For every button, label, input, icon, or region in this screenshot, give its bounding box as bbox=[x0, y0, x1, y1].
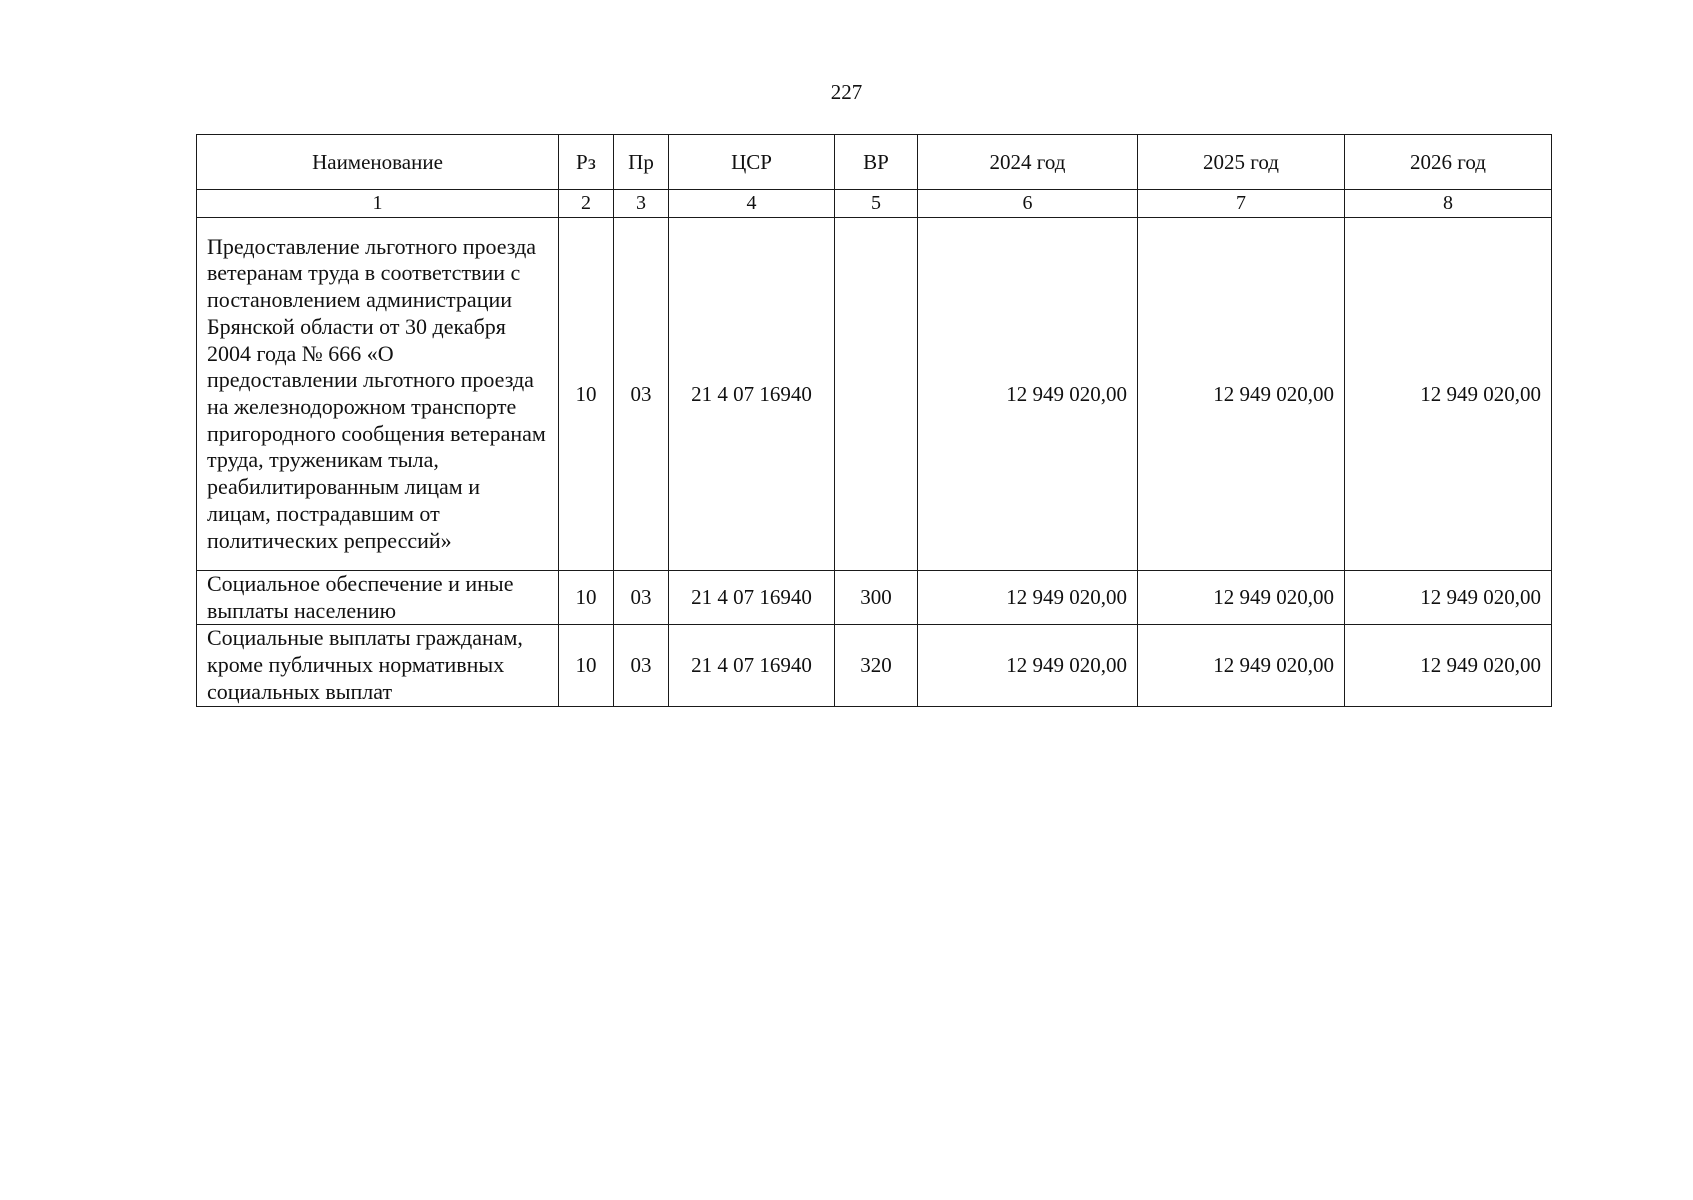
row-amount-2026: 12 949 020,00 bbox=[1345, 625, 1552, 706]
row-amount-2024: 12 949 020,00 bbox=[918, 218, 1138, 571]
header-rz: Рз bbox=[559, 135, 614, 190]
header-vr: ВР bbox=[835, 135, 918, 190]
row-rz: 10 bbox=[559, 218, 614, 571]
row-vr: 300 bbox=[835, 571, 918, 625]
row-amount-2025: 12 949 020,00 bbox=[1138, 625, 1345, 706]
column-number: 8 bbox=[1345, 190, 1552, 218]
row-amount-2026: 12 949 020,00 bbox=[1345, 218, 1552, 571]
row-name: Социальное обеспечение и иные выплаты населению bbox=[197, 571, 559, 625]
column-number: 3 bbox=[614, 190, 669, 218]
row-amount-2024: 12 949 020,00 bbox=[918, 625, 1138, 706]
table-row bbox=[197, 625, 1552, 706]
row-vr: 320 bbox=[835, 625, 918, 706]
column-number: 2 bbox=[559, 190, 614, 218]
header-pr: Пр bbox=[614, 135, 669, 190]
row-csr: 21 4 07 16940 bbox=[669, 571, 835, 625]
column-number-row bbox=[197, 190, 1552, 218]
row-name: Социальные выплаты гражданам, кроме публичных нормативных социальных выплат bbox=[197, 625, 559, 706]
row-name: Предоставление льготного проезда ветеранам труда в соответствии с постановлением администрации Брянской области от 30 декабря 2004 года № 666 «О предоставлении льготного проезда на железнодорожном транспорте пригородного сообщения ветеранам труда, труженикам тыла, реабилитированным лицам и лицам, пострадавшим от политических репрессий» bbox=[197, 218, 559, 571]
table-header-row bbox=[197, 135, 1552, 190]
column-number: 7 bbox=[1138, 190, 1345, 218]
row-amount-2025: 12 949 020,00 bbox=[1138, 218, 1345, 571]
table-row bbox=[197, 218, 1552, 571]
row-csr: 21 4 07 16940 bbox=[669, 625, 835, 706]
page-number: 227 bbox=[830, 80, 863, 104]
row-pr: 03 bbox=[614, 218, 669, 571]
row-rz: 10 bbox=[559, 571, 614, 625]
row-amount-2024: 12 949 020,00 bbox=[918, 571, 1138, 625]
header-2025: 2025 год bbox=[1138, 135, 1345, 190]
row-pr: 03 bbox=[614, 571, 669, 625]
row-amount-2026: 12 949 020,00 bbox=[1345, 571, 1552, 625]
row-csr: 21 4 07 16940 bbox=[669, 218, 835, 571]
table-row bbox=[197, 571, 1552, 625]
column-number: 6 bbox=[918, 190, 1138, 218]
row-rz: 10 bbox=[559, 625, 614, 706]
column-number: 4 bbox=[669, 190, 835, 218]
header-name: Наименование bbox=[197, 135, 559, 190]
budget-table bbox=[196, 134, 1552, 707]
row-pr: 03 bbox=[614, 625, 669, 706]
column-number: 1 bbox=[197, 190, 559, 218]
column-number: 5 bbox=[835, 190, 918, 218]
row-vr bbox=[835, 218, 918, 571]
header-2026: 2026 год bbox=[1345, 135, 1552, 190]
header-csr: ЦСР bbox=[669, 135, 835, 190]
header-2024: 2024 год bbox=[918, 135, 1138, 190]
row-amount-2025: 12 949 020,00 bbox=[1138, 571, 1345, 625]
